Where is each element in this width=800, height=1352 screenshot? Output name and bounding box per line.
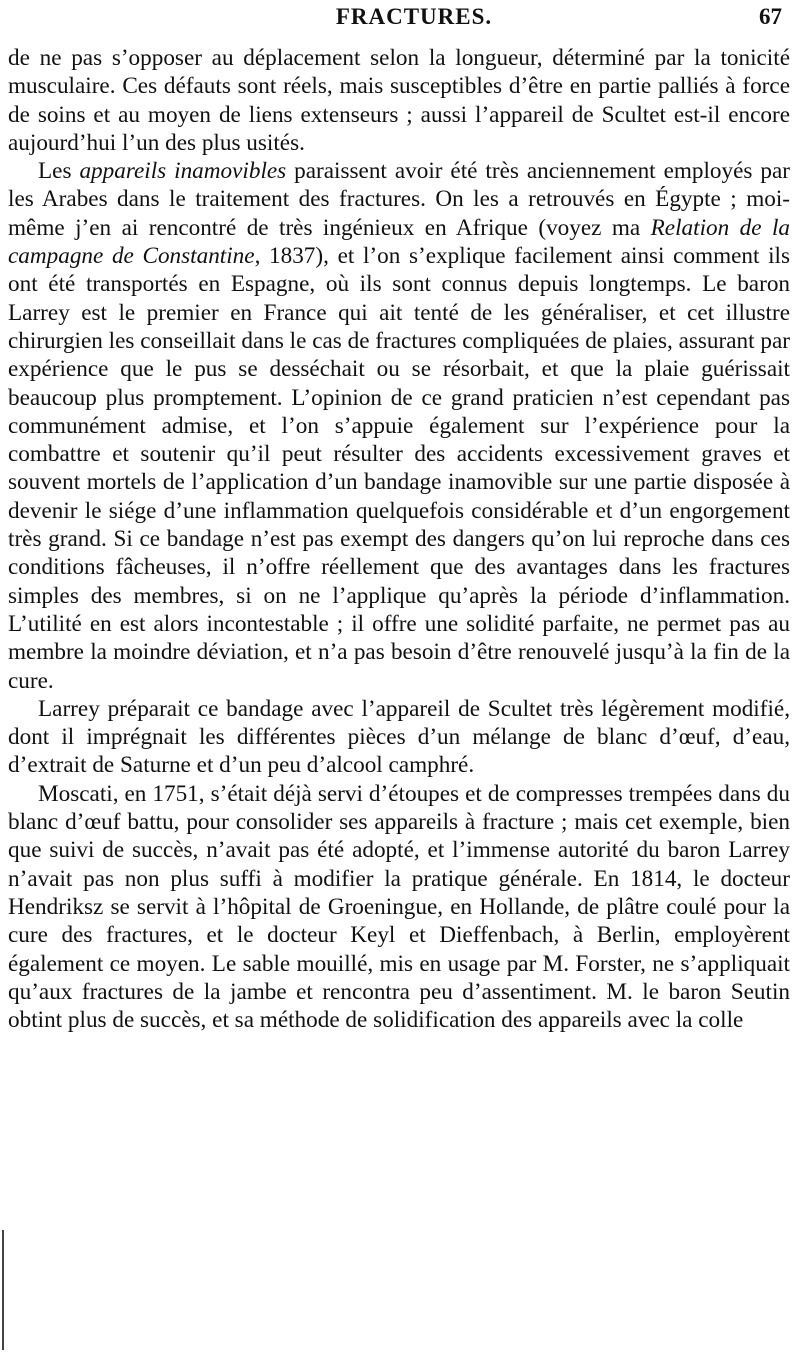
body-text <box>8 44 790 1034</box>
running-head <box>8 0 790 44</box>
paragraph-text: Les <box>38 158 80 185</box>
paragraph <box>8 157 790 695</box>
paragraph-text: paraissent avoir été très anciennement employés par les Arabes dans le traitement des fractures. On les a retrouvés en Égypte ; moi-même j’en ai rencontré de très ingénieux en Afrique (voyez ma <box>8 158 791 241</box>
book-page <box>8 0 790 1352</box>
running-title: FRACTURES. <box>335 4 493 29</box>
paragraph-text: , 1837), et l’on s’explique facilement ainsi comment ils ont été transportés en Espagne, où ils sont connus depuis longtemps. Le baron Larrey est le premier en France qui ait tenté de les généraliser, et cet illustre chirurgien les conseillait dans le cas de fractures compliquées de plaies, assurant par expérience que le pus se desséchait ou se résorbait, et que la plaie guérissait beaucoup plus promptement. L’opinion de ce grand praticien n’est cependant pas communément admise, et l’on s’appuie également sur l’expérience pour la combattre et soutenir qu’il peut résulter des accidents excessivement graves et souvent mortels de l’application d’un bandage inamovible sur une partie disposée à devenir le siége d’une inflammation quelquefois considérable et d’un engorgement très grand. Si ce bandage n’est pas exempt des dangers qu’on lui reproche dans ces conditions fâcheuses, il n’offre réellement que des avantages dans les fractures simples des membres, si on ne l’applique qu’après la période d’inflammation. L’utilité en est alors incontestable ; il offre une solidité parfaite, ne permet pas au membre la moindre déviation, et n’a pas besoin d’être renouvelé jusqu’à la fin de la cure. <box>8 243 790 694</box>
page-number: 67 <box>759 4 782 29</box>
paragraph-text: Larrey préparait ce bandage avec l’appareil de Scultet très légèrement modifié, dont il imprégnait les différentes pièces d’un mélange de blanc d’œuf, d’eau, d’extrait de Saturne et d’un peu d’alcool camphré. <box>8 695 790 779</box>
margin-line <box>2 1230 4 1350</box>
paragraph <box>8 44 790 157</box>
paragraph-text: de ne pas s’opposer au déplacement selon la longueur, déterminé par la tonicité musculaire. Ces défauts sont réels, mais susceptibles d’être en partie palliés à force de soins et au moyen de liens extenseurs ; aussi l’appareil de Scultet est-il encore aujourd’hui l’un des plus usités. <box>8 45 790 156</box>
italic-text: appareils inamovibles <box>79 158 287 185</box>
paragraph <box>8 695 790 780</box>
paragraph-text: Moscati, en 1751, s’était déjà servi d’étoupes et de compresses trempées dans du blanc d’œuf battu, pour consolider ses appareils à fracture ; mais cet exemple, bien que suivi de succès, n’avait pas été adopté, et l’immense autorité du baron Larrey n’avait pas non plus suffi à modifier la pratique générale. En 1814, le docteur Hendriksz se servit à l’hôpital de Groeningue, en Hollande, de plâtre coulé pour la cure des fractures, et le docteur Keyl et Dieffenbach, à Berlin, employèrent également ce moyen. Le sable mouillé, mis en usage par M. Forster, ne s’appliquait qu’aux fractures de la jambe et rencontra peu d’assentiment. M. le baron Seutin obtint plus de succès, et sa méthode de solidification des appareils avec la colle <box>8 780 790 1034</box>
paragraph <box>8 780 790 1035</box>
italic-text: Relation de la campagne de Constantine <box>8 214 790 270</box>
